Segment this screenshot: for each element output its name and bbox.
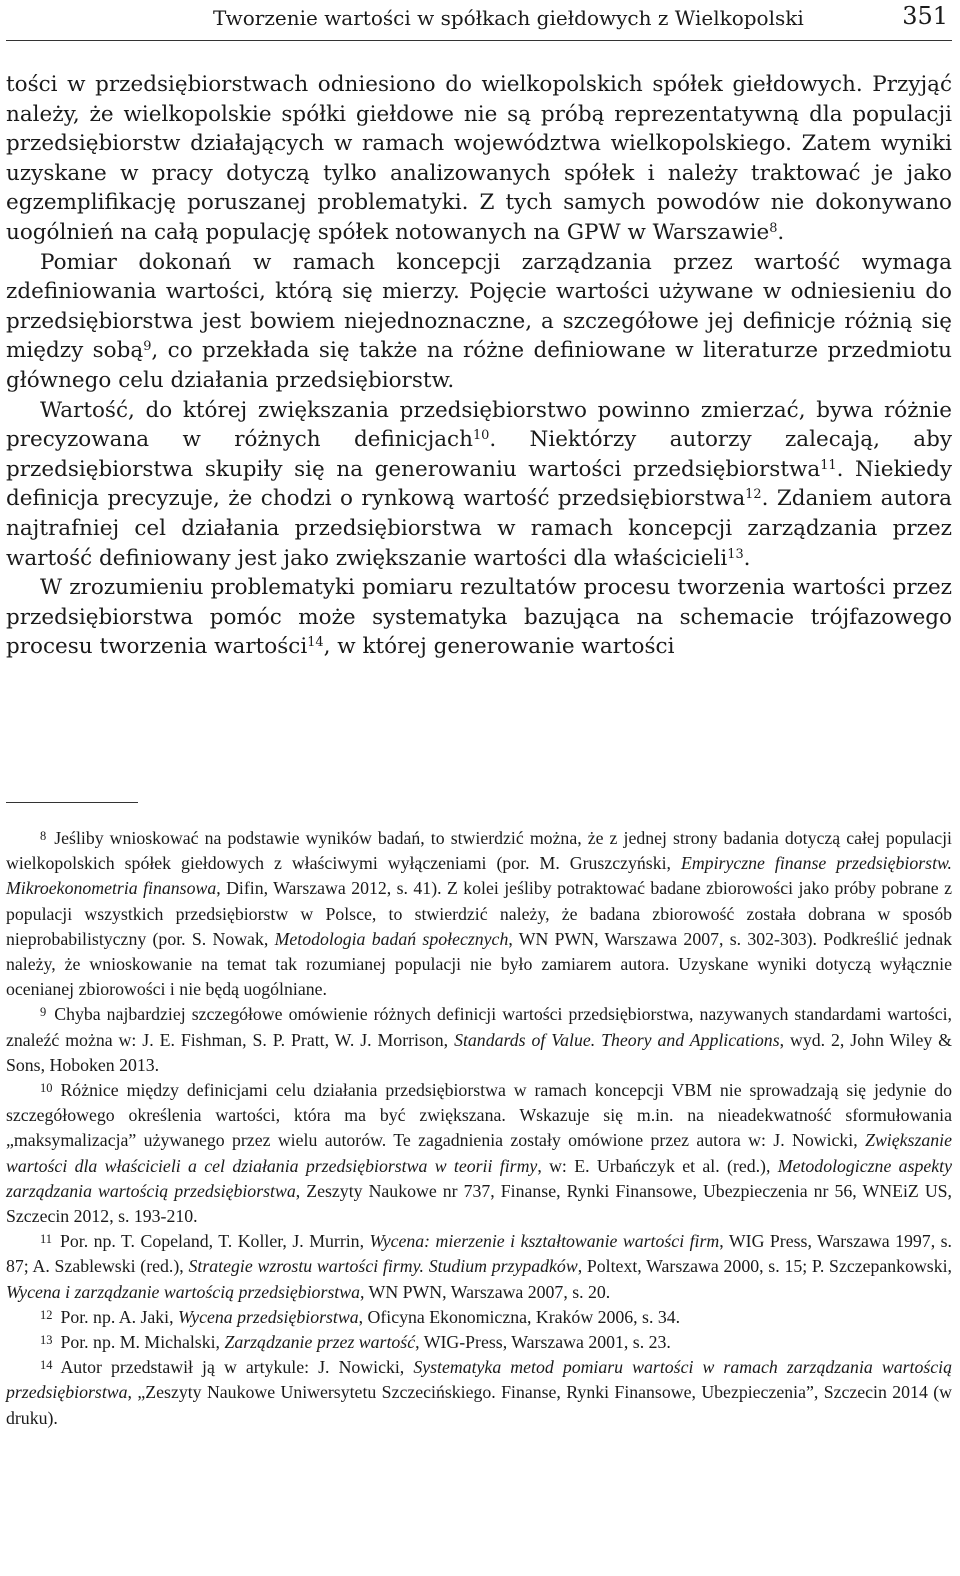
footnote-number: 9 <box>40 1005 47 1020</box>
footnote-separator <box>6 802 138 803</box>
footnote-number: 13 <box>40 1332 53 1347</box>
footnote-10: $^{10}$ Różnice między definicjami celu działania przedsiębiorstwa w ramach koncepcji VBM nie sprowadzają się jedynie do szczegółowego określenia wartości, która ma być zwiększana. Wskazuje się m.in. na nieadekwatność sformułowania „maksymalizacja” używanego przez wielu autorów. Te zagadnienia zostały omówione przez autora w: J. Nowicki, Zwiększanie wartości dla właścicieli a cel działania przedsiębiorstwa w teorii firmy, w: E. Urbańczyk et al. (red.), Metodologiczne aspekty zarządzania wartością przedsiębiorstwa, Zeszyty Naukowe nr 737, Finanse, Rynki Finansowe, Ubezpieczenia nr 56, WNEiZ US, Szczecin 2012, s. 193-210. <box>6 1080 952 1227</box>
footnote-14: $^{14}$ Autor przedstawił ją w artykule: J. Nowicki, Systematyka metod pomiaru wartości w ramach zarządzania wartością przedsiębiorstwa, „Zeszyty Naukowe Uniwersytetu Szczecińskiego. Finanse, Rynki Finansowe, Ubezpieczenia”, Szczecin 2014 (w druku). <box>6 1357 952 1428</box>
footnote-ref[interactable]: 14 <box>307 635 324 651</box>
main-text <box>6 70 952 662</box>
header-rule <box>6 40 952 41</box>
paragraph: Wartość, do której zwiększania przedsiębiorstwo powinno zmierzać, bywa różnie precyzowana w różnych definicjach$^{10}$. Niektórzy autorzy zalecają, aby przedsiębiorstwa skupiły się na generowaniu wartości przedsiębiorstwa$^{11}$. Niekiedy definicja precyzuje, że chodzi o rynkową wartość przedsiębiorstwa$^{12}$. Zdaniem autora najtrafniej cel działania przedsiębiorstwa w ramach koncepcji zarządzania przez wartość definiowany jest jako zwiększanie wartości dla właścicieli$^{13}$. <box>6 397 952 571</box>
page-number: 351 <box>902 2 948 30</box>
footnote-ref[interactable]: 10 <box>472 428 490 444</box>
footnote-number: 12 <box>40 1307 53 1322</box>
footnote-ref[interactable]: 13 <box>727 546 744 562</box>
footnote-ref[interactable]: 11 <box>820 457 837 473</box>
footnote-ref[interactable]: 12 <box>745 487 762 503</box>
running-title: Tworzenie wartości w spółkach giełdowych z Wielkopolski <box>213 6 804 30</box>
footnote-number: 10 <box>40 1080 53 1095</box>
footnote-number: 8 <box>40 828 47 843</box>
footnote-ref[interactable]: 9 <box>143 339 152 355</box>
footnote-11: $^{11}$ Por. np. T. Copeland, T. Koller, J. Murrin, Wycena: mierzenie i kształtowanie wartości firm, WIG Press, Warszawa 1997, s. 87; A. Szablewski (red.), Strategie wzrostu wartości firmy. Studium przypadków, Poltext, Warszawa 2000, s. 15; P. Szczepankowski, Wycena i zarządzanie wartością przedsiębiorstwa, WN PWN, Warszawa 2007, s. 20. <box>6 1231 953 1302</box>
footnote-12: $^{12}$ Por. np. A. Jaki, Wycena przedsiębiorstwa, Oficyna Ekonomiczna, Kraków 2006, s. 34. <box>40 1306 681 1327</box>
running-header <box>6 0 952 44</box>
paragraph: Pomiar dokonań w ramach koncepcji zarządzania przez wartość wymaga zdefiniowania wartości, którą się mierzy. Pojęcie wartości używane w odniesieniu do przedsiębiorstwa jest bowiem niejednoznaczne, a szczegółowe jej definicje różnią się między sobą$^9$, co przekłada się także na różne definiowane w literaturze przedmiotu głównego celu działania przedsiębiorstw. <box>6 249 953 393</box>
footnote-9: $^9$ Chyba najbardziej szczegółowe omówienie różnych definicji wartości przedsiębiorstwa, nazywanych standardami wartości, znaleźć można w: J. E. Fishman, S. P. Pratt, W. J. Morrison, Standards of Value. Theory and Applications, wyd. 2, John Wiley & Sons, Hoboken 2013. <box>6 1004 952 1075</box>
paragraph: W zrozumieniu problematyki pomiaru rezultatów procesu tworzenia wartości przez przedsiębiorstwa pomóc może systematyka bazująca na schemacie trójfazowego procesu tworzenia wartości$^{14}$, w której generowanie wartości <box>6 575 952 660</box>
footnote-number: 14 <box>40 1357 53 1372</box>
footnote-ref[interactable]: 8 <box>769 220 778 236</box>
footnotes <box>6 826 952 1431</box>
paragraph: tości w przedsiębiorstwach odniesiono do wielkopolskich spółek giełdowych. Przyjąć należy, że wielkopolskie spółki giełdowe nie są próbą reprezentatywną dla populacji przedsiębiorstw działających w ramach województwa wielkopolskiego. Zatem wyniki uzyskane w pracy dotyczą tylko analizowanych spółek i należy traktować je jako egzemplifikację poruszanej problematyki. Z tych samych powodów nie dokonywano uogólnień na całą populację spółek notowanych na GPW w Warszawie$^8$. <box>6 72 952 245</box>
footnote-8: $^8$ Jeśliby wnioskować na podstawie wyników badań, to stwierdzić można, że z jednej strony badania dotyczą całej populacji wielkopolskich spółek giełdowych z właściwymi wyłączeniami (por. M. Gruszczyński, Empiryczne finanse przedsiębiorstw. Mikroekonometria finansowa, Difin, Warszawa 2012, s. 41). Z kolei jeśliby potraktować badane zbiorowości jako próby pobrane z populacji wszystkich przedsiębiorstw w Polsce, to stwierdzić należy, że badana zbiorowość została dobrana w sposób nieprobabilistyczny (por. S. Nowak, Metodologia badań społecznych, WN PWN, Warszawa 2007, s. 302-303). Podkreślić jednak należy, że wnioskowanie na temat tak rozumianej populacji nie było zamiarem autora. Uzyskane wyniki dotyczą wyłącznie ocenianej zbiorowości i nie będą uogólniane. <box>6 828 953 1000</box>
footnote-13: $^{13}$ Por. np. M. Michalski, Zarządzanie przez wartość, WIG-Press, Warszawa 2001, s. 23. <box>40 1332 671 1353</box>
footnote-number: 11 <box>40 1231 52 1246</box>
